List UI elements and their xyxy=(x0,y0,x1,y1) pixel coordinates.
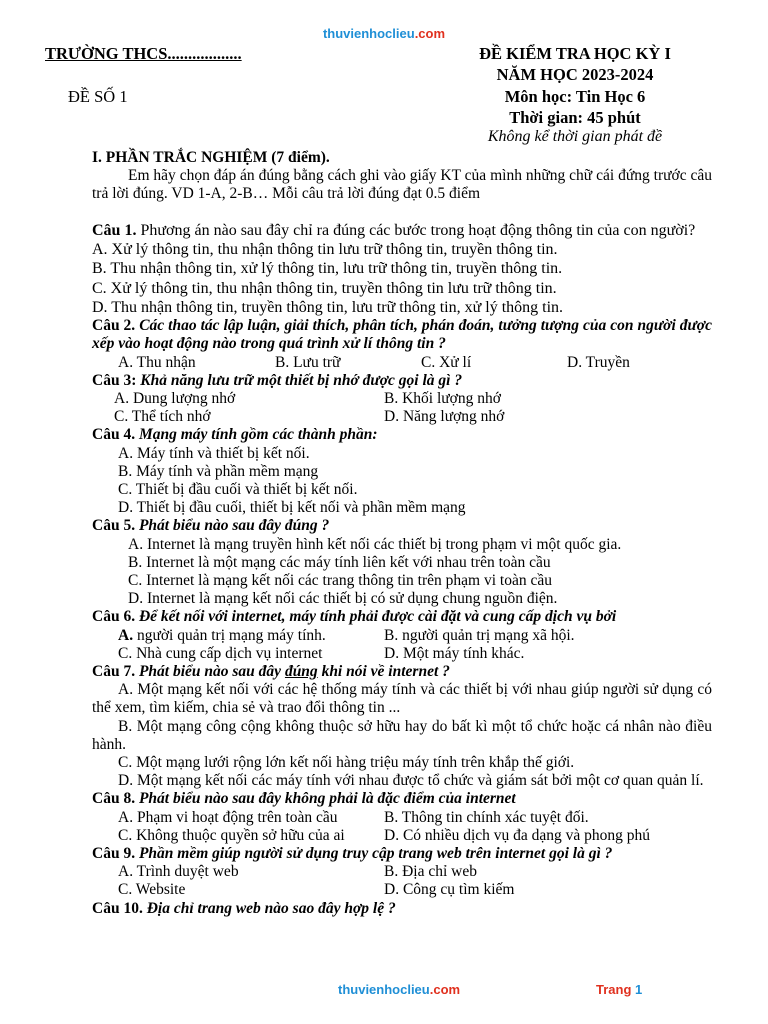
option-b: B. Địa chỉ web xyxy=(384,863,477,881)
question-6 xyxy=(92,608,712,663)
question-10 xyxy=(92,900,712,918)
option-b: B. người quản trị mạng xã hội. xyxy=(384,626,575,644)
section-instruction: Em hãy chọn đáp án đúng bằng cách ghi vào giấy KT của mình những chữ cái đứng trước câu trả lời đúng. VD 1-A, 2-B… Mỗi câu trả lời đúng đạt 0.5 điểm xyxy=(92,167,712,203)
question-5 xyxy=(92,517,712,608)
option-b: B. Một mạng công cộng không thuộc sở hữu hay do bất kì một tổ chức hoặc cá nhân nào điều hành. xyxy=(92,717,712,753)
question-2 xyxy=(92,317,712,372)
option-a: A. Internet là mạng truyền hình kết nối các thiết bị trong phạm vi một quốc gia. xyxy=(128,535,622,553)
option-d: D. Một máy tính khác. xyxy=(384,644,525,662)
question-text: Mạng máy tính gồm các thành phần: xyxy=(138,426,378,444)
option-a: A. Máy tính và thiết bị kết nối. xyxy=(118,444,310,462)
question-label: Câu 5. xyxy=(92,517,136,535)
duration: Thời gian: 45 phút xyxy=(509,108,641,127)
question-text: Các thao tác lập luận, giải thích, phân tích, phán đoán, tưởng tượng của con người được xếp vào hoạt động nào trong quá trình xử lí thông tin ? xyxy=(92,317,712,353)
question-text: Phát biểu nào sau đây đúng ? xyxy=(138,517,330,535)
question-label: Câu 3: xyxy=(92,371,137,389)
question-text: Để kết nối với internet, máy tính phải được cài đặt và cung cấp dịch vụ bởi xyxy=(138,608,617,626)
option-a: người quản trị mạng máy tính. xyxy=(136,626,326,644)
question-3 xyxy=(92,372,712,427)
option-c: C. Xử lí xyxy=(421,353,472,371)
exam-content xyxy=(92,149,712,918)
option-d: D. Có nhiều dịch vụ đa dạng và phong phú xyxy=(384,826,651,844)
option-d: D. Truyền xyxy=(567,353,630,371)
option-a: A. Thu nhận xyxy=(118,353,196,371)
question-label: Câu 1. xyxy=(92,221,137,239)
option-c: C. Một mạng lưới rộng lớn kết nối hàng triệu máy tính trên khắp thế giới. xyxy=(118,753,575,771)
page-number: Trang 1 xyxy=(596,982,643,997)
option-d: D. Internet là mạng kết nối các thiết bị có sử dụng chung nguồn điện. xyxy=(128,590,558,608)
question-text: Phương án nào sau đây chỉ ra đúng các bước trong hoạt động thông tin của con người? xyxy=(140,221,696,239)
question-label: Câu 6. xyxy=(92,608,136,626)
exam-note: Không kể thời gian phát đề xyxy=(487,128,663,145)
question-text: Khả năng lưu trữ một thiết bị nhớ được gọi là gì ? xyxy=(140,371,463,389)
option-c: C. Internet là mạng kết nối các trang thông tin trên phạm vi toàn cầu xyxy=(128,571,552,589)
option-a-letter: A. xyxy=(118,626,134,644)
question-text: Địa chỉ trang web nào sao đây hợp lệ ? xyxy=(146,899,396,917)
option-a: A. Dung lượng nhớ xyxy=(114,389,236,407)
option-b: B. Thông tin chính xác tuyệt đối. xyxy=(384,808,589,826)
option-b: B. Khối lượng nhớ xyxy=(384,389,501,407)
question-label: Câu 9. xyxy=(92,844,136,862)
option-b: B. Máy tính và phần mềm mạng xyxy=(118,462,319,480)
school-name: TRƯỜNG THCS.................. xyxy=(45,44,242,63)
question-label: Câu 7. xyxy=(92,662,136,680)
option-d: D. Năng lượng nhớ xyxy=(384,408,505,426)
option-b: B. Thu nhận thông tin, xử lý thông tin, lưu trữ thông tin, truyền thông tin. xyxy=(92,260,563,278)
option-d: D. Một mạng kết nối các máy tính với nhau được tổ chức và giám sát bởi một cơ quan quản lí. xyxy=(118,772,704,790)
option-c: C. Thiết bị đầu cuối và thiết bị kết nối. xyxy=(118,480,358,498)
question-7: Câu 7. Phát biểu nào sau đây đúng khi nói về internet ? A. Một mạng kết nối với các hệ thống máy tính và các thiết bị với nhau giúp người sử dụng có thể xem, tìm kiếm, chia sẻ và trao đổi thông tin ... B. Một mạng công cộng không thuộc sở hữu hay do bất kì một tổ chức hoặc cá nhân nào điều hành. C. Một mạng lưới rộng lớn kết nối hàng triệu máy tính trên khắp thế giới. D. Một mạng kết nối các máy tính với nhau được tổ chức và giám sát bởi một cơ quan quản lí. xyxy=(92,662,712,790)
subject: Môn học: Tin Học 6 xyxy=(504,87,646,106)
option-c: C. Website xyxy=(118,881,186,899)
question-1 xyxy=(92,221,712,317)
option-c: C. Nhà cung cấp dịch vụ internet xyxy=(118,644,323,662)
option-c: C. Không thuộc quyền sở hữu của ai xyxy=(118,826,345,844)
question-text: Phần mềm giúp người sử dụng truy cập trang web trên internet gọi là gì ? xyxy=(138,844,613,862)
option-b: B. Internet là một mạng các máy tính liên kết với nhau trên toàn cầu xyxy=(128,553,551,571)
option-d: D. Thiết bị đầu cuối, thiết bị kết nối và phần mềm mạng xyxy=(118,499,466,517)
option-a: A. Trình duyệt web xyxy=(118,863,239,881)
option-a: A. Phạm vi hoạt động trên toàn cầu xyxy=(118,808,338,826)
option-c: C. Xử lý thông tin, thu nhận thông tin, truyền thông tin lưu trữ thông tin. xyxy=(92,279,557,297)
question-8 xyxy=(92,790,712,845)
option-b: B. Lưu trữ xyxy=(275,353,341,371)
exam-title: ĐỀ KIỂM TRA HỌC KỲ I xyxy=(479,44,671,63)
option-d: D. Công cụ tìm kiếm xyxy=(384,881,515,899)
question-9 xyxy=(92,845,712,900)
question-label: Câu 4. xyxy=(92,426,136,444)
question-text: Phát biểu nào sau đây không phải là đặc điểm của internet xyxy=(138,790,516,808)
question-label: Câu 2. xyxy=(92,317,136,335)
site-brand-footer: thuvienhoclieu.com xyxy=(338,982,461,997)
section-title: I. PHẦN TRẮC NGHIỆM (7 điểm). xyxy=(92,149,330,166)
option-d: D. Thu nhận thông tin, truyền thông tin, lưu trữ thông tin, xử lý thông tin. xyxy=(92,298,564,316)
question-4 xyxy=(92,426,712,517)
question-label: Câu 8. xyxy=(92,790,136,808)
option-a: A. Xử lý thông tin, thu nhận thông tin lưu trữ thông tin, truyền thông tin. xyxy=(92,240,558,258)
site-brand-top: thuvienhoclieu.com xyxy=(322,26,446,41)
option-c: C. Thể tích nhớ xyxy=(114,408,211,426)
option-a: A. Một mạng kết nối với các hệ thống máy tính và các thiết bị với nhau giúp người sử dụng có thể xem, tìm kiếm, chia sẻ và trao đổi thông tin ... xyxy=(92,681,712,717)
school-year: NĂM HỌC 2023-2024 xyxy=(496,65,654,84)
question-label: Câu 10. xyxy=(92,899,143,917)
exam-code: ĐỀ SỐ 1 xyxy=(68,87,128,106)
